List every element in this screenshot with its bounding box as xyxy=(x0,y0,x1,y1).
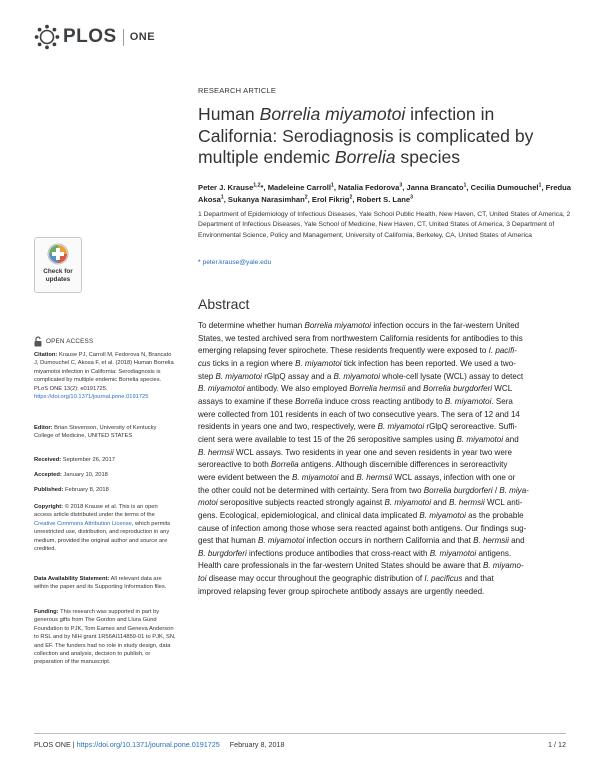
copyright-text: , which permits unrestricted use, distribution, and reproduction in any medium, provided the original author and source are credited. xyxy=(34,520,171,553)
author-affiliation-sup: 1 xyxy=(538,182,542,189)
abstract-text: improved relapsing fever group spirochete antibody assays are urgently needed. xyxy=(198,586,485,596)
copyright-label: Copyright: xyxy=(34,504,64,510)
abstract-text: and xyxy=(431,498,449,508)
abstract-text: assays to examine if these xyxy=(198,396,296,406)
editor-text: Brian Stevenson, University of Kentucky College of Medicine, UNITED STATES xyxy=(34,425,157,440)
abstract-text: the other could not be determined with certainty. Sera from two xyxy=(198,485,424,495)
abstract-text: gest that human xyxy=(198,536,258,546)
abstract-text: whole-cell lysate (WCL) assay to detect xyxy=(380,371,524,381)
title-italic: Borrelia miyamotoi xyxy=(259,104,406,124)
abstract-italic-term: B. hermsii xyxy=(198,447,234,457)
data-availability-block xyxy=(34,575,176,592)
abstract-italic-term: Borrelia xyxy=(270,460,299,470)
abstract-italic-term: Borrelia miyamotoi xyxy=(304,321,372,330)
footer-date: February 8, 2018 xyxy=(229,740,285,749)
published-text: February 8, 2018 xyxy=(65,487,109,493)
title-text: Human xyxy=(198,104,260,124)
abstract-italic-term: B. miyamotoi xyxy=(198,384,245,394)
abstract-line xyxy=(198,333,580,346)
open-access-label: OPEN ACCESS xyxy=(46,338,94,345)
affiliation-text: Department of Environmental Science, Policy and Management, University of California, Berkeley, CA, United States of America xyxy=(198,221,555,239)
page-number: 1 / 12 xyxy=(548,740,566,749)
abstract-line xyxy=(198,573,580,586)
abstract-text: WCL assays. Two residents in year one and seven residents in year two were xyxy=(233,447,512,457)
abstract-text: and that xyxy=(462,574,494,584)
abstract-italic-term: B. miyamotoi xyxy=(333,371,381,381)
article-title xyxy=(198,104,578,169)
abstract-text: cause of infection among those whose sera reacted against both antigens. Our findings sug- xyxy=(198,523,527,533)
received-block xyxy=(34,456,176,464)
published-label: Published: xyxy=(34,487,64,493)
abstract-line xyxy=(198,586,580,599)
abstract-line xyxy=(198,523,580,536)
email-marker: * xyxy=(198,259,201,266)
abstract-italic-term: Borrelia xyxy=(295,396,323,406)
abstract-line xyxy=(198,396,580,409)
abstract-text: antigens. Although discernible differences in seroreactivity xyxy=(298,460,508,470)
abstract-italic-term: B. hermsii xyxy=(448,498,485,508)
abstract-text: were evident between the xyxy=(198,472,292,482)
abstract-italic-term: B. miyamotoi xyxy=(384,498,432,508)
corresponding-marker: * xyxy=(260,183,264,192)
abstract-text: were collected from 101 residents in each of two consecutive years. The sera of 12 and 14 xyxy=(198,409,520,419)
abstract-text: tick infection has been reported. We used a two- xyxy=(341,358,516,368)
abstract-text: step xyxy=(198,371,216,381)
abstract-italic-term: B. miyamo- xyxy=(482,561,524,571)
page-footer xyxy=(34,733,566,749)
funding-text: This research was supported in part by generous gifts from The Gordon and Llura Gund Foundation to PJK, Tom Eames and Geneva Anderson to RSL and by NIH grant 1R56AI114859-01 to PJK, SN, and EF. The funders had no role in study design, data collection and analysis, decision to publish, or preparation of the manuscript. xyxy=(34,609,176,666)
abstract-text: and xyxy=(503,434,519,444)
abstract-line xyxy=(198,409,580,422)
abstract-text: . Sera xyxy=(491,396,513,406)
abstract-text: rGlpQ assay and a xyxy=(261,371,334,381)
accepted-block xyxy=(34,471,176,479)
affiliation-text: Department of Epidemiology of Infectious Diseases, Yale School Public Health, New Haven, CT, United States of America, xyxy=(203,211,565,218)
author xyxy=(357,195,413,204)
abstract-line xyxy=(198,371,580,384)
abstract-line xyxy=(198,560,580,573)
open-access-badge xyxy=(34,336,93,347)
citation-label: Citation: xyxy=(34,352,58,358)
abstract-text: To determine whether human xyxy=(198,321,305,330)
footer-left xyxy=(34,740,284,749)
author-name: Sukanya Narasimhan xyxy=(227,195,305,204)
abstract-text: and xyxy=(338,472,357,482)
abstract-line xyxy=(198,434,580,447)
abstract-italic-term: B. miyamotoi xyxy=(257,536,305,546)
abstract-italic-term: cus xyxy=(198,358,211,368)
data-availability-label: Data Availability Statement: xyxy=(34,576,110,582)
author-affiliation-sup: 1 xyxy=(220,194,224,201)
abstract-italic-term: I. pacifi- xyxy=(488,346,517,356)
abstract-text: and xyxy=(405,384,424,394)
citation-text: Krause PJ, Carroll M, Fedorova N, Brancato J, Dumouchel C, Akosa F, et al. (2018) Human Borrelia miyamotoi infection in California: Serodiagnosis is complicated by multiple endemic Borrelia species. PLoS ONE 13(2): e0191725. xyxy=(34,352,174,392)
abstract-italic-term: B. burgdorferi xyxy=(198,548,247,558)
author xyxy=(312,195,352,204)
abstract-text: antibody. We also employed xyxy=(244,384,350,394)
citation-doi-link[interactable]: https://doi.org/10.1371/journal.pone.0191725 xyxy=(34,394,149,401)
journal-sub: ONE xyxy=(129,31,156,43)
footer-journal: PLOS ONE xyxy=(34,740,71,749)
author xyxy=(406,183,466,192)
abstract-text: infection occurs in northern California and that xyxy=(304,536,474,546)
abstract-text: induce cross reacting antibody to xyxy=(322,396,445,406)
abstract-line xyxy=(198,421,580,434)
author-name: Madeleine Carroll xyxy=(267,183,332,192)
funding-label: Funding: xyxy=(34,609,59,615)
accepted-label: Accepted: xyxy=(34,472,62,478)
abstract-text: infections produce antibodies that cross-react with xyxy=(246,548,430,558)
author xyxy=(338,183,402,192)
abstract-text: seropositive subjects reacted strongly against xyxy=(217,498,385,508)
affiliation-number: 3 xyxy=(506,221,511,229)
corresponding-email xyxy=(198,259,271,266)
abstract-italic-term: Borrelia hermsii xyxy=(349,384,406,394)
received-text: September 26, 2017 xyxy=(62,457,115,463)
abstract-italic-term: B. hermsii xyxy=(473,536,509,546)
author-affiliation-sup: 1 xyxy=(463,182,467,189)
abstract-italic-term: B. miyamotoi xyxy=(419,510,466,520)
check-for-updates-label: Check for updates xyxy=(43,268,73,283)
abstract-line xyxy=(198,358,580,371)
email-link[interactable]: peter.krause@yale.edu xyxy=(202,259,272,266)
abstract-body xyxy=(198,320,580,598)
abstract-line xyxy=(198,485,580,498)
abstract-italic-term: toi xyxy=(198,574,207,584)
abstract-text: / xyxy=(492,485,500,495)
accepted-text: January 10, 2018 xyxy=(63,472,108,478)
editor-label: Editor: xyxy=(34,425,53,431)
editor-block xyxy=(34,424,176,441)
author-affiliation-sup: 2 xyxy=(349,194,353,201)
author-name: Robert S. Lane xyxy=(356,195,411,204)
abstract-text: emerging relapsing fever spirochete. These residents frequently were exposed to xyxy=(198,346,489,356)
author xyxy=(198,183,263,192)
author-name: Peter J. Krause xyxy=(198,183,254,192)
data-availability-text: All relevant data are within the paper and its Supporting Information files. xyxy=(34,576,167,591)
author xyxy=(228,195,308,204)
crossmark-icon xyxy=(47,243,69,265)
author xyxy=(471,183,542,192)
abstract-italic-term: B. hermsii xyxy=(356,472,393,482)
abstract-text: cient sera were available to test 15 of the 26 seropositive samples using xyxy=(198,434,457,444)
abstract-italic-term: B. miyamotoi xyxy=(215,371,262,381)
abstract-line xyxy=(198,320,580,333)
abstract-text: residents in years one and two, respectively, were xyxy=(198,422,378,432)
abstract-italic-term: B. miyamotoi xyxy=(456,434,504,444)
author-list: Peter J. Krause$^{1,2}$*, Madeleine Carroll$^1$, Natalia Fedorova$^3$, Janna Brancato$^1$, Cecilia Dumouchel$^1$, Fredua Akosa$^1$, Sukanya Narasimhan$^2$, Erol Fikrig$^2$, Robert S. Lane$^3$ xyxy=(198,182,571,204)
plos-logo-icon xyxy=(34,24,60,50)
abstract-heading: Abstract xyxy=(198,296,250,312)
abstract-italic-term: B. miyamotoi xyxy=(377,422,425,432)
abstract-italic-term: B. miya- xyxy=(499,485,529,495)
title-text: species xyxy=(395,147,461,167)
author-name: Janna Brancato xyxy=(406,183,464,192)
affiliation-text: Department of Infectious Diseases, Yale School of Medicine, New Haven, CT, United States of America, xyxy=(198,221,505,229)
abstract-line xyxy=(198,459,580,472)
author-affiliation-sup: 1,2 xyxy=(253,182,261,189)
copyright-text: © 2018 Krause et al. This is an open access article distributed under the terms of the xyxy=(34,504,158,519)
title-text: infection in California: Serodiagnosis is complicated by multiple endemic xyxy=(198,104,534,167)
abstract-line xyxy=(198,447,580,460)
check-for-updates-button[interactable] xyxy=(34,237,82,293)
affiliation-number: 1 xyxy=(198,211,202,218)
abstract-italic-term: B. miyamotoi xyxy=(429,548,477,558)
logo-divider xyxy=(123,29,124,46)
footer-separator: | xyxy=(72,740,75,749)
author-affiliation-sup: 1 xyxy=(331,182,334,189)
abstract-italic-term: Borrelia burgdorferi xyxy=(423,485,493,495)
abstract-text: gens. Ecological, epidemiological, and clinical data implicated xyxy=(198,510,420,520)
abstract-text: WCL anti- xyxy=(484,498,523,508)
author-affiliation-sup: 3 xyxy=(399,182,403,189)
funding-block xyxy=(34,608,176,667)
copyright-block xyxy=(34,503,176,553)
abstract-line xyxy=(198,472,580,485)
abstract-line xyxy=(198,510,580,523)
abstract-text: WCL xyxy=(492,384,513,394)
abstract-line xyxy=(198,345,580,358)
footer-doi-link[interactable]: https://doi.org/10.1371/journal.pone.0191725 xyxy=(76,740,220,749)
article-type: RESEARCH ARTICLE xyxy=(198,86,277,95)
license-link[interactable]: Creative Commons Attribution License xyxy=(34,520,132,527)
journal-brand: PLOS xyxy=(63,26,117,47)
abstract-text: rGlpQ seroreactive. Suffi- xyxy=(424,422,518,432)
received-label: Received: xyxy=(34,457,62,463)
abstract-text: infection occurs in the far-western United xyxy=(371,321,520,330)
journal-logo xyxy=(34,24,155,50)
abstract-italic-term: Borrelia burgdorferi xyxy=(423,384,493,394)
abstract-text: as the probable xyxy=(465,510,524,520)
open-lock-icon xyxy=(34,336,42,347)
citation-block xyxy=(34,351,176,401)
abstract-italic-term: I. pacificus xyxy=(424,574,463,584)
abstract-text: disease may occur throughout the geographic distribution of xyxy=(206,574,425,584)
abstract-line xyxy=(198,535,580,548)
author-affiliation-sup: 2 xyxy=(304,194,308,201)
abstract-text: States, we tested archived sera from northwestern California residents for antibodies to this xyxy=(198,333,523,343)
author-name: Natalia Fedorova xyxy=(338,183,400,192)
author-name: Cecilia Dumouchel xyxy=(470,183,539,192)
author-name: Fredua Akosa xyxy=(198,183,571,204)
abstract-italic-term: B. miyamotoi xyxy=(295,358,342,368)
author-name: Erol Fikrig xyxy=(311,195,350,204)
abstract-text: seroreactive to both xyxy=(198,460,271,470)
abstract-line xyxy=(198,548,580,561)
abstract-text: antigens. xyxy=(476,548,512,558)
abstract-text: WCL assays, infection with one or xyxy=(392,472,516,482)
abstract-italic-term: B. miyamotoi xyxy=(291,472,339,482)
author xyxy=(268,183,334,192)
abstract-line xyxy=(198,497,580,510)
published-block xyxy=(34,486,176,494)
title-italic: Borrelia xyxy=(334,147,396,167)
abstract-line xyxy=(198,383,580,396)
abstract-text: ticks in a region where xyxy=(210,358,296,368)
abstract-text: Health care professionals in the far-western United States should be aware that xyxy=(198,561,483,571)
affiliation-number: 2 xyxy=(566,211,571,218)
author-affiliation-sup: 3 xyxy=(410,194,414,201)
abstract-text: and xyxy=(508,536,525,546)
abstract-italic-term: B. miyamotoi xyxy=(444,396,492,406)
abstract-italic-term: motoi xyxy=(198,498,218,508)
affiliations xyxy=(198,210,578,241)
